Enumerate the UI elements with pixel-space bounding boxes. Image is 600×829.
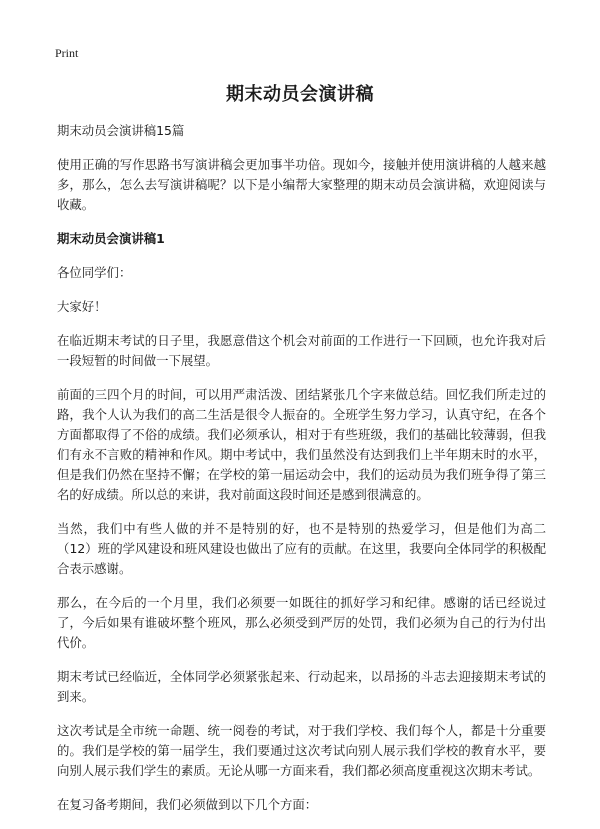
body-paragraph: 各位同学们：: [57, 265, 132, 280]
body-paragraph: 大家好！: [57, 299, 107, 314]
document-body: [57, 121, 546, 829]
section-heading: 期末动员会演讲稿1: [57, 231, 165, 246]
body-paragraph: 那么，在今后的一个月里，我们必须要一如既往的抓好学习和纪律。感谢的话已经说过了，今后如果有谁破坏整个班风，那么必须受到严厉的处罚，我们必须为自己的行为付出代价。: [57, 595, 546, 650]
print-link[interactable]: Print: [55, 46, 79, 60]
body-paragraph: 在临近期末考试的日子里，我愿意借这个机会对前面的工作进行一下回顾，也允许我对后一段短暂的时间做一下展望。: [57, 333, 546, 368]
body-paragraph: 当然，我们中有些人做的并不是特别的好，也不是特别的热爱学习，但是他们为高二（12）班的学风建设和班风建设也做出了应有的贡献。在这里，我要向全体同学的积极配合表示感谢。: [57, 521, 546, 576]
document-subtitle: 期末动员会演讲稿15篇: [57, 123, 185, 138]
body-paragraph: 这次考试是全市统一命题、统一阅卷的考试，对于我们学校、我们每个人，都是十分重要的。我们是学校的第一届学生，我们要通过这次考试向别人展示我们学校的教育水平，要向别人展示我们学生的素质。无论从哪一方面来看，我们都必须高度重视这次期末考试。: [57, 723, 546, 778]
body-paragraph: 期末考试已经临近，全体同学必须紧张起来、行动起来，以昂扬的斗志去迎接期末考试的到来。: [57, 669, 546, 704]
document-title: 期末动员会演讲稿: [226, 84, 374, 105]
body-paragraph: 在复习备考期间，我们必须做到以下几个方面：: [57, 797, 318, 812]
body-paragraph: 前面的三四个月的时间，可以用严肃活泼、团结紧张几个字来做总结。回忆我们所走过的路，我个人认为我们的高二生活是很令人振奋的。全班学生努力学习，认真守纪，在各个方面都取得了不俗的成绩。我们必须承认，相对于有些班级，我们的基础比较薄弱，但我们有永不言败的精神和作风。期中考试中，我们虽然没有达到我们上半年期末时的水平，但是我们仍然在坚持不懈；在学校的第一届运动会中，我们的运动员为我们班争得了第三名的好成绩。所以总的来讲，我对前面这段时间还是感到很满意的。: [57, 387, 546, 502]
intro-paragraph: 使用正确的写作思路书写演讲稿会更加事半功倍。现如今，接触并使用演讲稿的人越来越多，那么，怎么去写演讲稿呢？以下是小编帮大家整理的期末动员会演讲稿，欢迎阅读与收藏。: [57, 157, 546, 212]
